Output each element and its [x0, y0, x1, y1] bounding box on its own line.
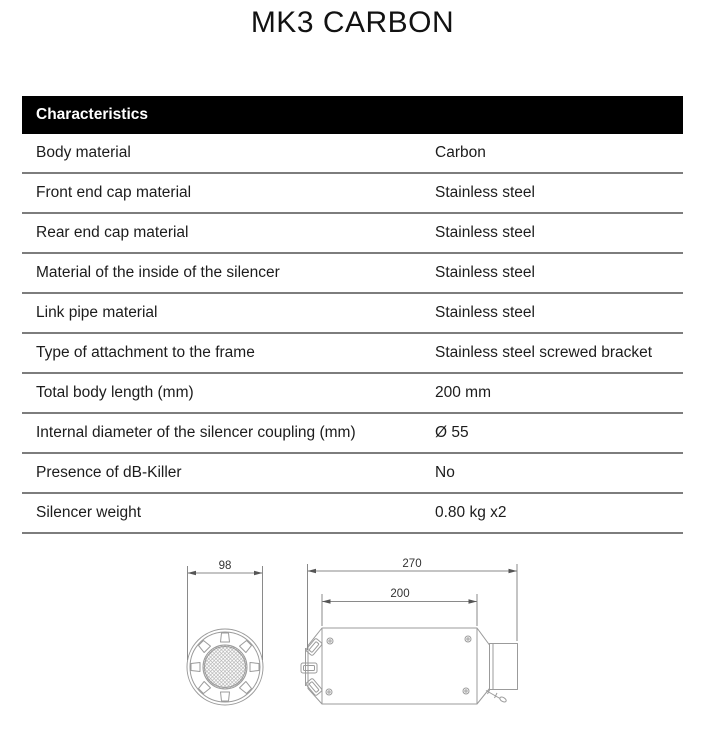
front-cap-slot	[301, 663, 317, 673]
dimension-total-length: 270	[402, 558, 422, 570]
row-label: Internal diameter of the silencer coupling (mm)	[36, 424, 356, 441]
table-row	[22, 494, 683, 534]
row-label: Material of the inside of the silencer	[36, 264, 280, 281]
table-row	[22, 254, 683, 294]
row-value: Stainless steel screwed bracket	[435, 344, 653, 361]
table-row	[22, 454, 683, 494]
row-label: Body material	[36, 144, 131, 161]
table-row	[22, 334, 683, 374]
row-value: 200 mm	[435, 384, 491, 401]
row-label: Total body length (mm)	[36, 384, 194, 401]
characteristics-table	[22, 96, 683, 534]
table-row	[22, 134, 683, 174]
page-title: MK3 CARBON	[250, 6, 455, 39]
table-row	[22, 374, 683, 414]
table-header: Characteristics	[22, 96, 683, 134]
outlet-mesh	[203, 645, 247, 689]
dimension-end-view-diameter: 98	[218, 560, 232, 572]
row-label: Rear end cap material	[36, 224, 189, 241]
row-value: 0.80 kg x2	[435, 504, 507, 521]
technical-drawing	[0, 540, 705, 731]
row-label: Link pipe material	[36, 304, 158, 321]
row-value: Stainless steel	[435, 224, 535, 241]
silencer-end-view	[187, 629, 263, 705]
table-row	[22, 174, 683, 214]
dimension-arrows	[188, 569, 518, 604]
bracket-screw	[486, 689, 507, 703]
silencer-side-view	[301, 628, 518, 704]
table-row	[22, 214, 683, 254]
row-label: Type of attachment to the frame	[36, 344, 255, 361]
row-label: Silencer weight	[36, 504, 142, 521]
row-label: Presence of dB-Killer	[36, 464, 182, 481]
table-row	[22, 414, 683, 454]
row-value: Carbon	[435, 144, 486, 161]
row-value: Stainless steel	[435, 184, 535, 201]
row-value: Stainless steel	[435, 264, 535, 281]
dimension-body-length: 200	[390, 588, 410, 600]
row-value: Stainless steel	[435, 304, 535, 321]
dimension-lines	[188, 564, 518, 660]
table-row	[22, 294, 683, 334]
row-value: Ø 55	[435, 424, 469, 441]
row-value: No	[435, 464, 455, 481]
row-label: Front end cap material	[36, 184, 192, 201]
